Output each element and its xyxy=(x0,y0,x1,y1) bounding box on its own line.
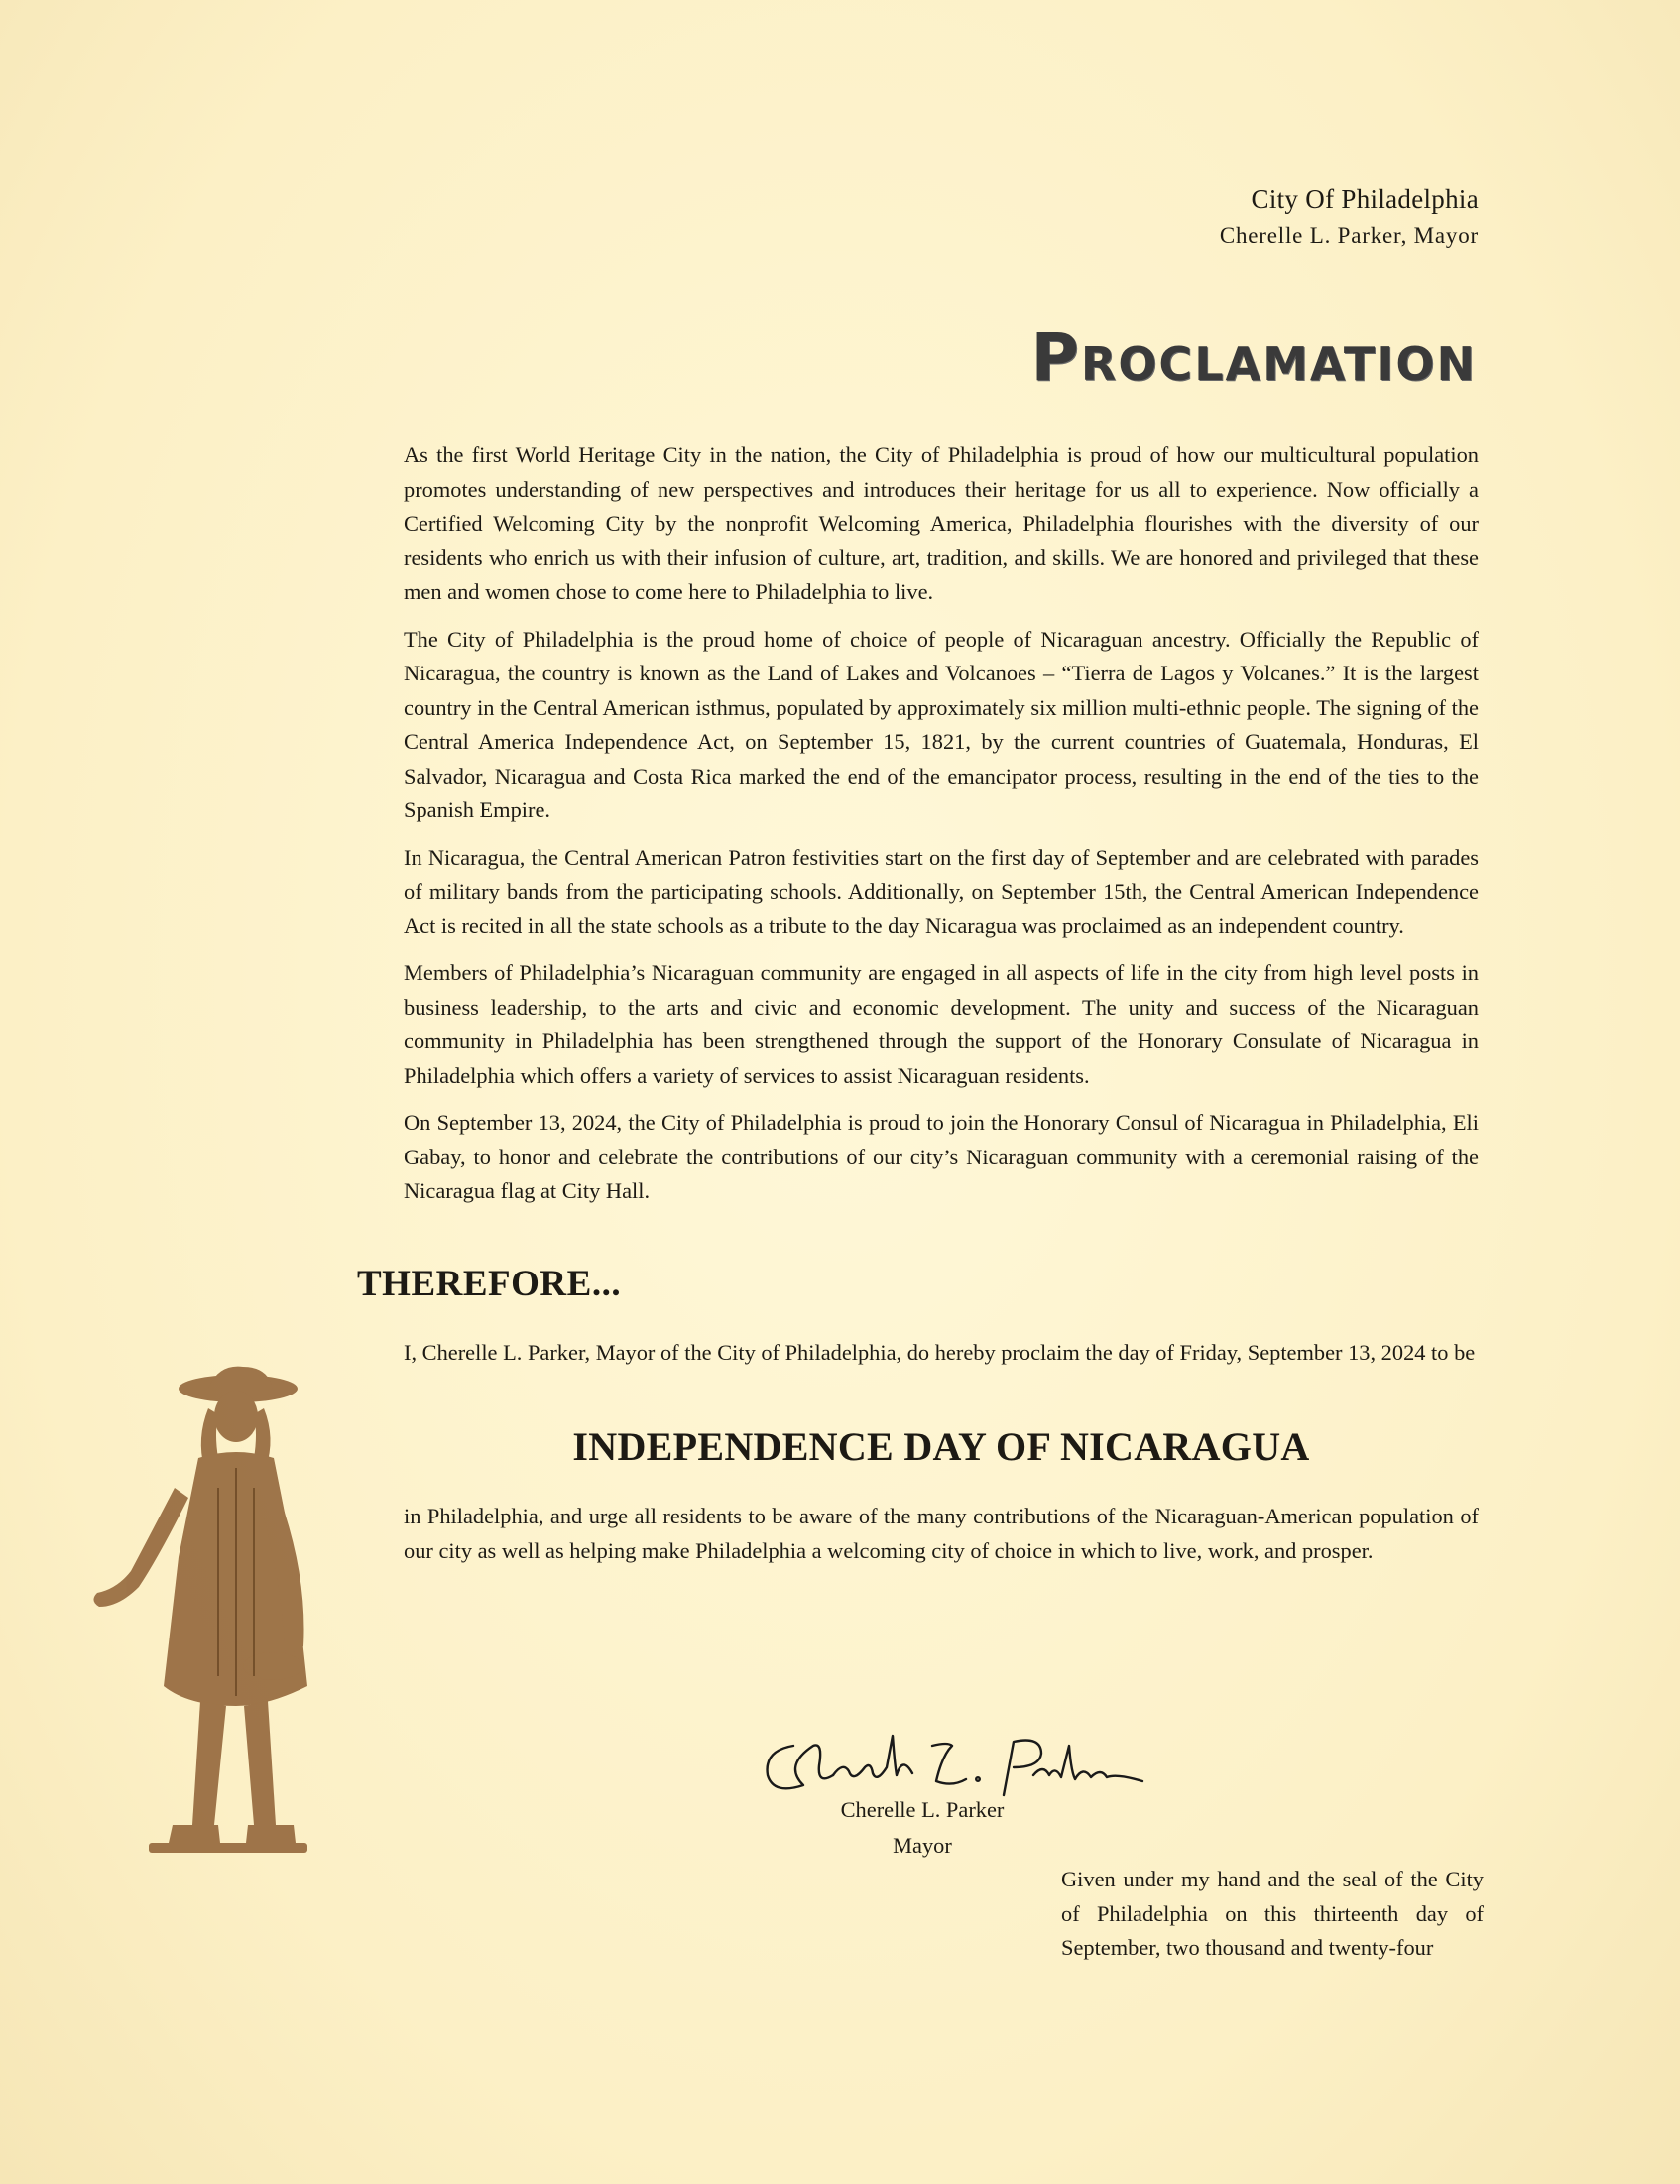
paragraph: The City of Philadelphia is the proud home of choice of people of Nicaraguan ancestry. Officially the Republic of Nicaragua, the country is known as the Land of Lakes and Volcanoes – “Tierra de Lagos y Volcanes.” It is the largest country in the Central American isthmus, populated by approximately six million multi-ethnic people. The signing of the Central America Independence Act, on September 15, 1821, by the current countries of Guatemala, Honduras, El Salvador, Nicaragua and Costa Rica marked the end of the emancipator process, resulting in the end of the ties to the Spanish Empire. xyxy=(404,626,1479,822)
mayor-line: Cherelle L. Parker, Mayor xyxy=(1219,223,1479,248)
signatory-name: Cherelle L. Parker xyxy=(840,1797,1005,1822)
proclaim-text: I, Cherelle L. Parker, Mayor of the City of Philadelphia, do hereby proclaim the day of Friday, September 13, 2024 to be xyxy=(404,1340,1476,1365)
paragraph: As the first World Heritage City in the nation, the City of Philadelphia is proud of how our multicultural population promotes understanding of new perspectives and introduces their heritage for us all to experience. Now officially a Certified Welcoming City by the nonprofit Welcoming America, Philadelphia flourishes with the diversity of our residents who enrich us with their infusion of culture, art, tradition, and skills. We are honored and privileged that these men and women chose to come here to Philadelphia to live. xyxy=(404,442,1479,604)
proclaimed-day-title: INDEPENDENCE DAY OF NICARAGUA xyxy=(572,1424,1310,1469)
given-statement: Given under my hand and the seal of the City of Philadelphia on this thirteenth day of September, two thousand and twenty-four xyxy=(1061,1867,1484,1960)
therefore-heading: THEREFORE... xyxy=(357,1264,622,1304)
letterhead xyxy=(1220,184,1479,249)
urge-text: in Philadelphia, and urge all residents to be aware of the many contributions of the Nicaraguan-American population of our city as well as helping make Philadelphia a welcoming city of choice in which to live, work, and prosper. xyxy=(404,1504,1479,1563)
signatory-title: Mayor xyxy=(893,1833,952,1858)
paragraph: Members of Philadelphia’s Nicaraguan community are engaged in all aspects of life in the city from high level posts in business leadership, to the arts and civic and economic development. The unity and success of the Nicaraguan community in Philadelphia has been strengthened through the support of the Honorary Consulate of Nicaragua in Philadelphia which offers a variety of services to assist Nicaraguan residents. xyxy=(404,960,1479,1088)
page-title: Proclamation xyxy=(1030,319,1477,396)
city-name: City Of Philadelphia xyxy=(1251,184,1479,214)
paragraph: On September 13, 2024, the City of Philadelphia is proud to join the Honorary Consul of Nicaragua in Philadelphia, Eli Gabay, to honor and celebrate the contributions of our city’s Nicaraguan community with a ceremonial raising of the Nicaragua flag at City Hall. xyxy=(404,1110,1479,1203)
paragraph: In Nicaragua, the Central American Patron festivities start on the first day of September and are celebrated with parades of military bands from the participating schools. Additionally, on September 15th, the Central American Independence Act is recited in all the state schools as a tribute to the day Nicaragua was proclaimed as an independent country. xyxy=(404,844,1479,938)
william-penn-statue-image xyxy=(69,1359,367,1914)
proclamation-body xyxy=(404,438,1479,1222)
